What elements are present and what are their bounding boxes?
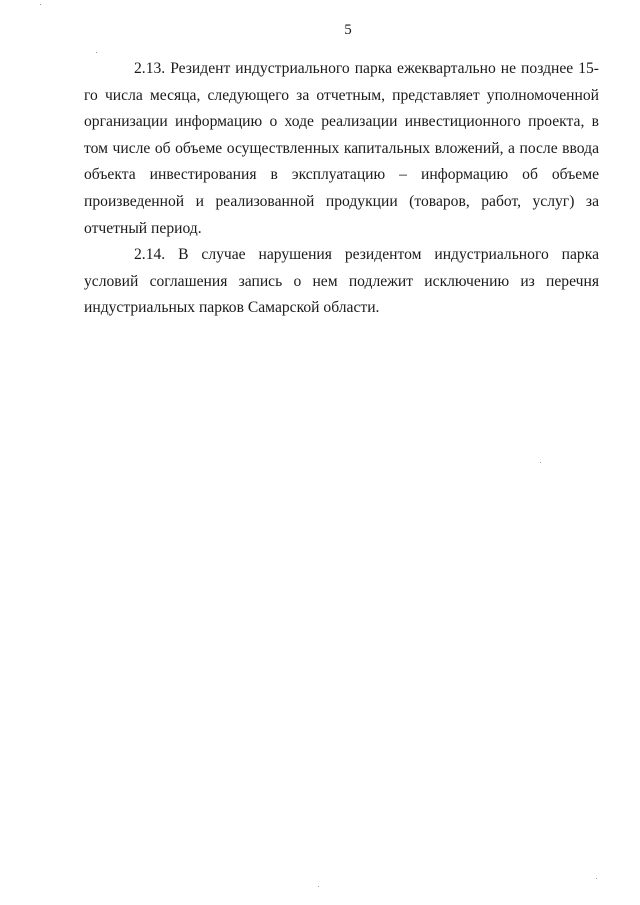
document-body (84, 56, 599, 322)
scan-speck (596, 878, 597, 879)
scan-speck (540, 462, 541, 463)
scan-speck (40, 4, 41, 5)
paragraph-2-13: 2.13. Резидент индустриального парка ежеквартально не позднее 15-го числа месяца, следующего за отчетным, представляет уполномоченной организации информацию о ходе реализации инвестиционного проекта, в том числе об объеме осуществленных капитальных вложений, а после ввода объекта инвестирования в эксплуатацию – информацию об объеме произведенной и реализованной продукции (товаров, работ, услуг) за отчетный период. (84, 60, 599, 237)
scan-speck (318, 886, 319, 887)
page-number: 5 (344, 22, 352, 38)
paragraph-2-14: 2.14. В случае нарушения резидентом индустриального парка условий соглашения запись о нем подлежит исключению из перечня индустриальных парков Самарской области. (84, 246, 599, 317)
scan-speck (96, 52, 97, 53)
